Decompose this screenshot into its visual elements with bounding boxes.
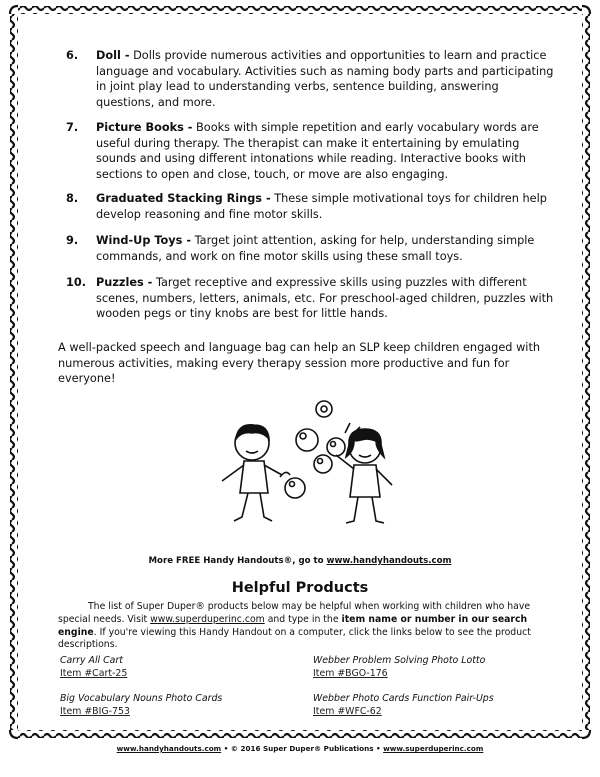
product-name: Webber Problem Solving Photo Lotto <box>313 655 486 666</box>
list-item-text: Target joint attention, asking for help, understanding simple commands, and work on fine motor skills using these small toys. <box>96 234 535 263</box>
list-item-text: These simple motivational toys for children help develop reasoning and fine motor skills. <box>96 192 547 221</box>
list-item-text: Target receptive and expressive skills using puzzles with different scenes, numbers, letters, animals, etc. For preschool-aged children, puzzles with wooden pegs or tiny knobs are best for little hands. <box>96 276 554 321</box>
list-item-picture-books <box>66 120 556 182</box>
list-item-wind-up-toys <box>66 233 556 264</box>
list-item-stacking-rings <box>66 191 556 222</box>
product-problem-solving-lotto[interactable] <box>313 654 485 680</box>
list-item-text: Dolls provide numerous activities and opportunities to learn and practice language and vocabulary. Activities such as naming body parts and participating in joint play lead to understanding verbs, sentence building, answering questions, and more. <box>96 49 554 109</box>
closing-paragraph: A well-packed speech and language bag can help an SLP keep children engaged with numerous activities, making every therapy session more productive and fun for everyone! <box>58 341 541 386</box>
product-carry-all-cart[interactable] <box>60 654 127 680</box>
children-bubbles-illustration <box>200 395 410 535</box>
list-item-doll <box>66 48 556 110</box>
product-item-link[interactable]: Item #BGO-176 <box>313 668 388 679</box>
footer-superduperinc-link[interactable]: www.superduperinc.com <box>383 744 484 753</box>
free-handouts-line <box>0 556 600 566</box>
product-name: Webber Photo Cards Function Pair-Ups <box>313 693 494 704</box>
free-handouts-prefix: More FREE Handy Handouts®, go to <box>148 556 327 566</box>
list-item-text: Books with simple repetition and early vocabulary words are useful during therapy. The therapist can make it entertaining by emulating sounds and using different intonations while reading. Interactive books with sections to open and close, touch, or move are also engaging. <box>96 121 539 181</box>
intro-text-3: . If you're viewing this Handy Handout on a computer, click the links below to see the product descriptions. <box>58 626 531 651</box>
product-name: Carry All Cart <box>60 655 123 666</box>
list-item-number: 7. <box>66 121 79 134</box>
product-function-pair-ups[interactable] <box>313 692 494 718</box>
intro-text-1: The list of Super Duper® products below may be helpful when working with children who have special needs. Visit <box>58 601 531 625</box>
product-item-link[interactable]: Item #BIG-753 <box>60 706 130 717</box>
list-item-number: 9. <box>66 234 79 247</box>
intro-bold-text: item name or number in our search engine <box>58 613 528 638</box>
footer-copyright: • © 2016 Super Duper® Publications • <box>221 744 384 753</box>
helpful-products-intro <box>58 601 556 652</box>
list-item-title: Graduated Stacking Rings - <box>96 192 271 205</box>
product-item-link[interactable]: Item #Cart-25 <box>60 668 128 679</box>
list-item-title: Puzzles - <box>96 276 153 289</box>
footer-handyhandouts-link[interactable]: www.handyhandouts.com <box>116 744 222 753</box>
helpful-products-title: Helpful Products <box>231 580 369 596</box>
list-item-puzzles <box>66 275 556 322</box>
list-item-title: Picture Books - <box>96 121 193 134</box>
list-item-title: Doll - <box>96 49 130 62</box>
list-item-number: 10. <box>66 276 87 289</box>
superduperinc-link[interactable]: www.superduperinc.com <box>150 613 265 625</box>
list-item-title: Wind-Up Toys - <box>96 234 192 247</box>
intro-text-2: and type in the <box>264 613 342 625</box>
product-vocabulary-nouns-cards[interactable] <box>60 692 222 718</box>
list-item-number: 6. <box>66 49 79 62</box>
product-item-link[interactable]: Item #WFC-62 <box>313 706 382 717</box>
handyhandouts-link[interactable]: www.handyhandouts.com <box>326 556 452 566</box>
list-item-number: 8. <box>66 192 79 205</box>
product-name: Big Vocabulary Nouns Photo Cards <box>60 693 223 704</box>
page-footer <box>0 744 600 753</box>
